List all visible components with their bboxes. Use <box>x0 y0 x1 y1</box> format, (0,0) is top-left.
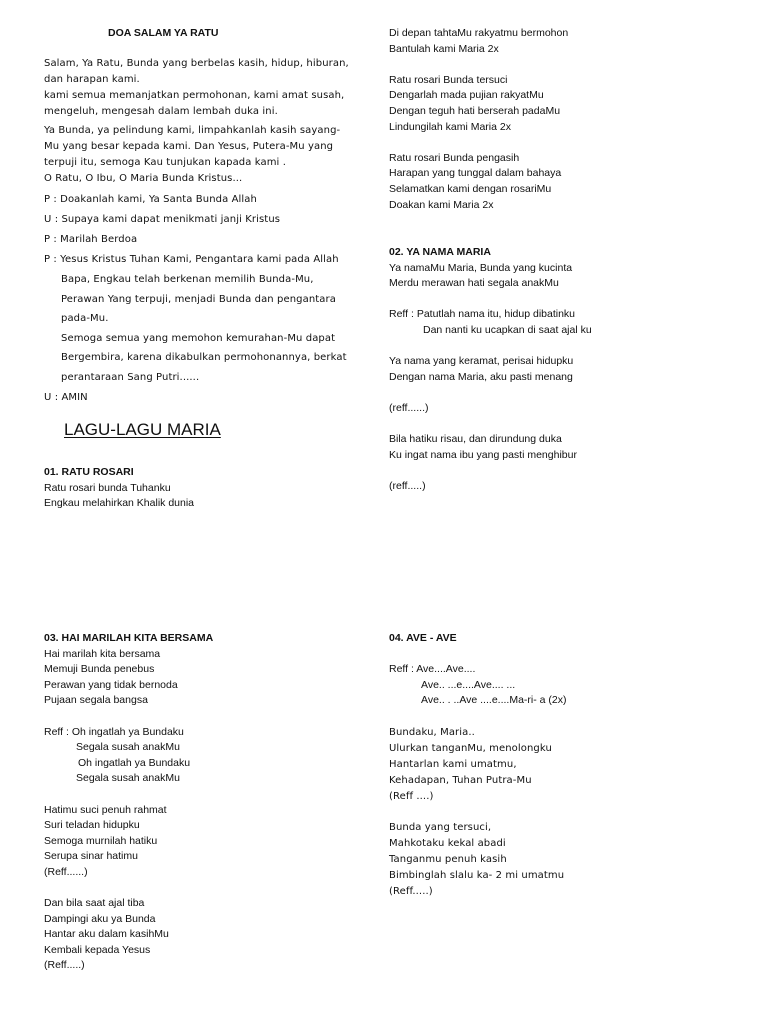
reff-line: Reff : Patutlah nama itu, hidup dibatinku <box>389 308 576 321</box>
lyric-line: Dengan nama Maria, aku pasti menang <box>389 370 573 383</box>
lyric-line: Dan bila saat ajal tiba <box>44 897 145 910</box>
lyric-line: Hatimu suci penuh rahmat <box>44 803 167 816</box>
song-03 <box>44 631 213 974</box>
lyric-line: Pujaan segala bangsa <box>44 694 148 707</box>
response-line: P : Yesus Kristus Tuhan Kami, Pengantara kami pada Allah <box>44 254 339 265</box>
song-title: 02. YA NAMA MARIA <box>389 246 491 258</box>
lyric-line: Selamatkan kami dengan rosariMu <box>389 182 552 195</box>
reff-marker: (Reff......) <box>44 865 88 878</box>
reff-marker: (Reff ....) <box>389 790 434 802</box>
lyric-line: Ya namaMu Maria, Bunda yang kucinta <box>389 261 573 274</box>
text-line: Salam, Ya Ratu, Bunda yang berbelas kasih, hidup, hiburan, <box>44 58 349 69</box>
lyric-line: Semoga murnilah hatiku <box>44 834 158 847</box>
lyric-line: Bila hatiku risau, dan dirundung duka <box>389 433 562 446</box>
lyric-line: Dengarlah mada pujian rakyatMu <box>389 89 544 102</box>
lyric-line: Kembali kepada Yesus <box>44 943 151 956</box>
reff-marker: (Reff.....) <box>389 886 433 898</box>
lyric-line: Kehadapan, Tuhan Putra-Mu <box>389 774 532 786</box>
lyric-line: Memuji Bunda penebus <box>44 663 155 676</box>
text-line: Mu yang besar kepada kami. Dan Yesus, Putera-Mu yang <box>44 141 334 152</box>
text-line: pada-Mu. <box>61 313 109 325</box>
amin-line: U : AMIN <box>44 391 88 403</box>
lyric-line: Dampingi aku ya Bunda <box>44 912 156 925</box>
lyric-line: Hai marilah kita bersama <box>44 647 161 660</box>
lyric-line: Ya nama yang keramat, perisai hidupku <box>389 355 574 368</box>
text-line: Perawan Yang terpuji, menjadi Bunda dan pengantara <box>61 293 336 305</box>
response-line: P : Marilah Berdoa <box>44 234 138 245</box>
lyric-line: Ulurkan tanganMu, menolongku <box>389 742 552 754</box>
lyric-line: Harapan yang tunggal dalam bahaya <box>389 167 562 180</box>
song-title: 03. HAI MARILAH KITA BERSAMA <box>44 632 214 644</box>
song-01 <box>44 465 194 512</box>
lyric-line: Dengan teguh hati berserah padaMu <box>389 104 561 117</box>
lyric-line: Ku ingat nama ibu yang pasti menghibur <box>389 448 577 461</box>
reff-line: Ave.. ...e....Ave.... ... <box>421 678 516 691</box>
prayer-paragraph-2 <box>44 123 340 187</box>
reff-line: Reff : Ave....Ave.... <box>389 663 476 676</box>
prayer-title: DOA SALAM YA RATU <box>108 27 219 39</box>
song-02 <box>389 245 592 495</box>
text-line: perantaraan Sang Putri...... <box>61 371 200 383</box>
text-line: terpuji itu, semoga Kau tunjukan kapada kami . <box>44 157 286 168</box>
lyric-line: Bundaku, Maria.. <box>389 726 475 738</box>
song-title: 04. AVE - AVE <box>389 632 457 644</box>
text-line: kami semua memanjatkan permohonan, kami amat susah, <box>44 90 345 101</box>
lyric-line: Ratu rosari Bunda pengasih <box>389 151 520 164</box>
lyric-line: Merdu merawan hati segala anakMu <box>389 277 559 290</box>
prayer-responses <box>44 190 347 407</box>
lyric-line: Ratu rosari Bunda tersuci <box>389 73 508 86</box>
text-line: O Ratu, O Ibu, O Maria Bunda Kristus... <box>44 173 243 184</box>
reff-marker: (Reff.....) <box>44 959 85 972</box>
lyric-line: Doakan kami Maria 2x <box>389 198 494 211</box>
lyric-line: Lindungilah kami Maria 2x <box>389 120 511 133</box>
reff-line: Ave.. . ..Ave ....e....Ma-ri- a (2x) <box>421 694 567 707</box>
response-line: P : Doakanlah kami, Ya Santa Bunda Allah <box>44 194 257 205</box>
reff-marker: (reff......) <box>389 401 429 414</box>
text-line: Bergembira, karena dikabulkan permohonannya, berkat <box>61 352 347 364</box>
lyric-line: Hantar aku dalam kasihMu <box>44 928 169 941</box>
song-title: 01. RATU ROSARI <box>44 466 134 478</box>
lyric-line: Serupa sinar hatimu <box>44 850 138 863</box>
text-line: mengeluh, mengesah dalam lembah duka ini. <box>44 106 278 117</box>
text-line: Bapa, Engkau telah berkenan memilih Bunda-Mu, <box>61 274 314 285</box>
reff-line: Segala susah anakMu <box>76 741 180 754</box>
reff-line: Oh ingatlah ya Bundaku <box>78 756 191 769</box>
response-line: U : Supaya kami dapat menikmati janji Kristus <box>44 214 281 225</box>
text-line: Ya Bunda, ya pelindung kami, limpahkanlah kasih sayang- <box>44 125 341 136</box>
lyric-line: Bantulah kami Maria 2x <box>389 42 499 55</box>
song-04 <box>389 631 567 900</box>
text-line: dan harapan kami. <box>44 74 140 85</box>
lyric-line: Di depan tahtaMu rakyatmu bermohon <box>389 27 569 39</box>
lyric-line: Engkau melahirkan Khalik dunia <box>44 497 195 510</box>
lyric-line: Suri teladan hidupku <box>44 819 140 832</box>
lyric-line: Ratu rosari bunda Tuhanku <box>44 481 171 494</box>
reff-marker: (reff.....) <box>389 479 426 492</box>
reff-line: Segala susah anakMu <box>76 772 180 785</box>
lyric-line: Hantarlan kami umatmu, <box>389 758 517 770</box>
text-line: Semoga semua yang memohon kemurahan-Mu dapat <box>61 332 336 344</box>
reff-line: Dan nanti ku ucapkan di saat ajal ku <box>423 323 592 336</box>
lyric-line: Bimbinglah slalu ka- 2 mi umatmu <box>389 870 565 882</box>
lyric-line: Mahkotaku kekal abadi <box>389 838 506 850</box>
lyric-line: Bunda yang tersuci, <box>389 822 492 834</box>
prayer-paragraph-1 <box>44 56 349 120</box>
song-01-continued <box>389 26 568 213</box>
lyric-line: Tanganmu penuh kasih <box>389 854 507 866</box>
reff-line: Reff : Oh ingatlah ya Bundaku <box>44 725 184 738</box>
lyric-line: Perawan yang tidak bernoda <box>44 678 178 691</box>
section-heading: LAGU-LAGU MARIA <box>64 420 221 439</box>
